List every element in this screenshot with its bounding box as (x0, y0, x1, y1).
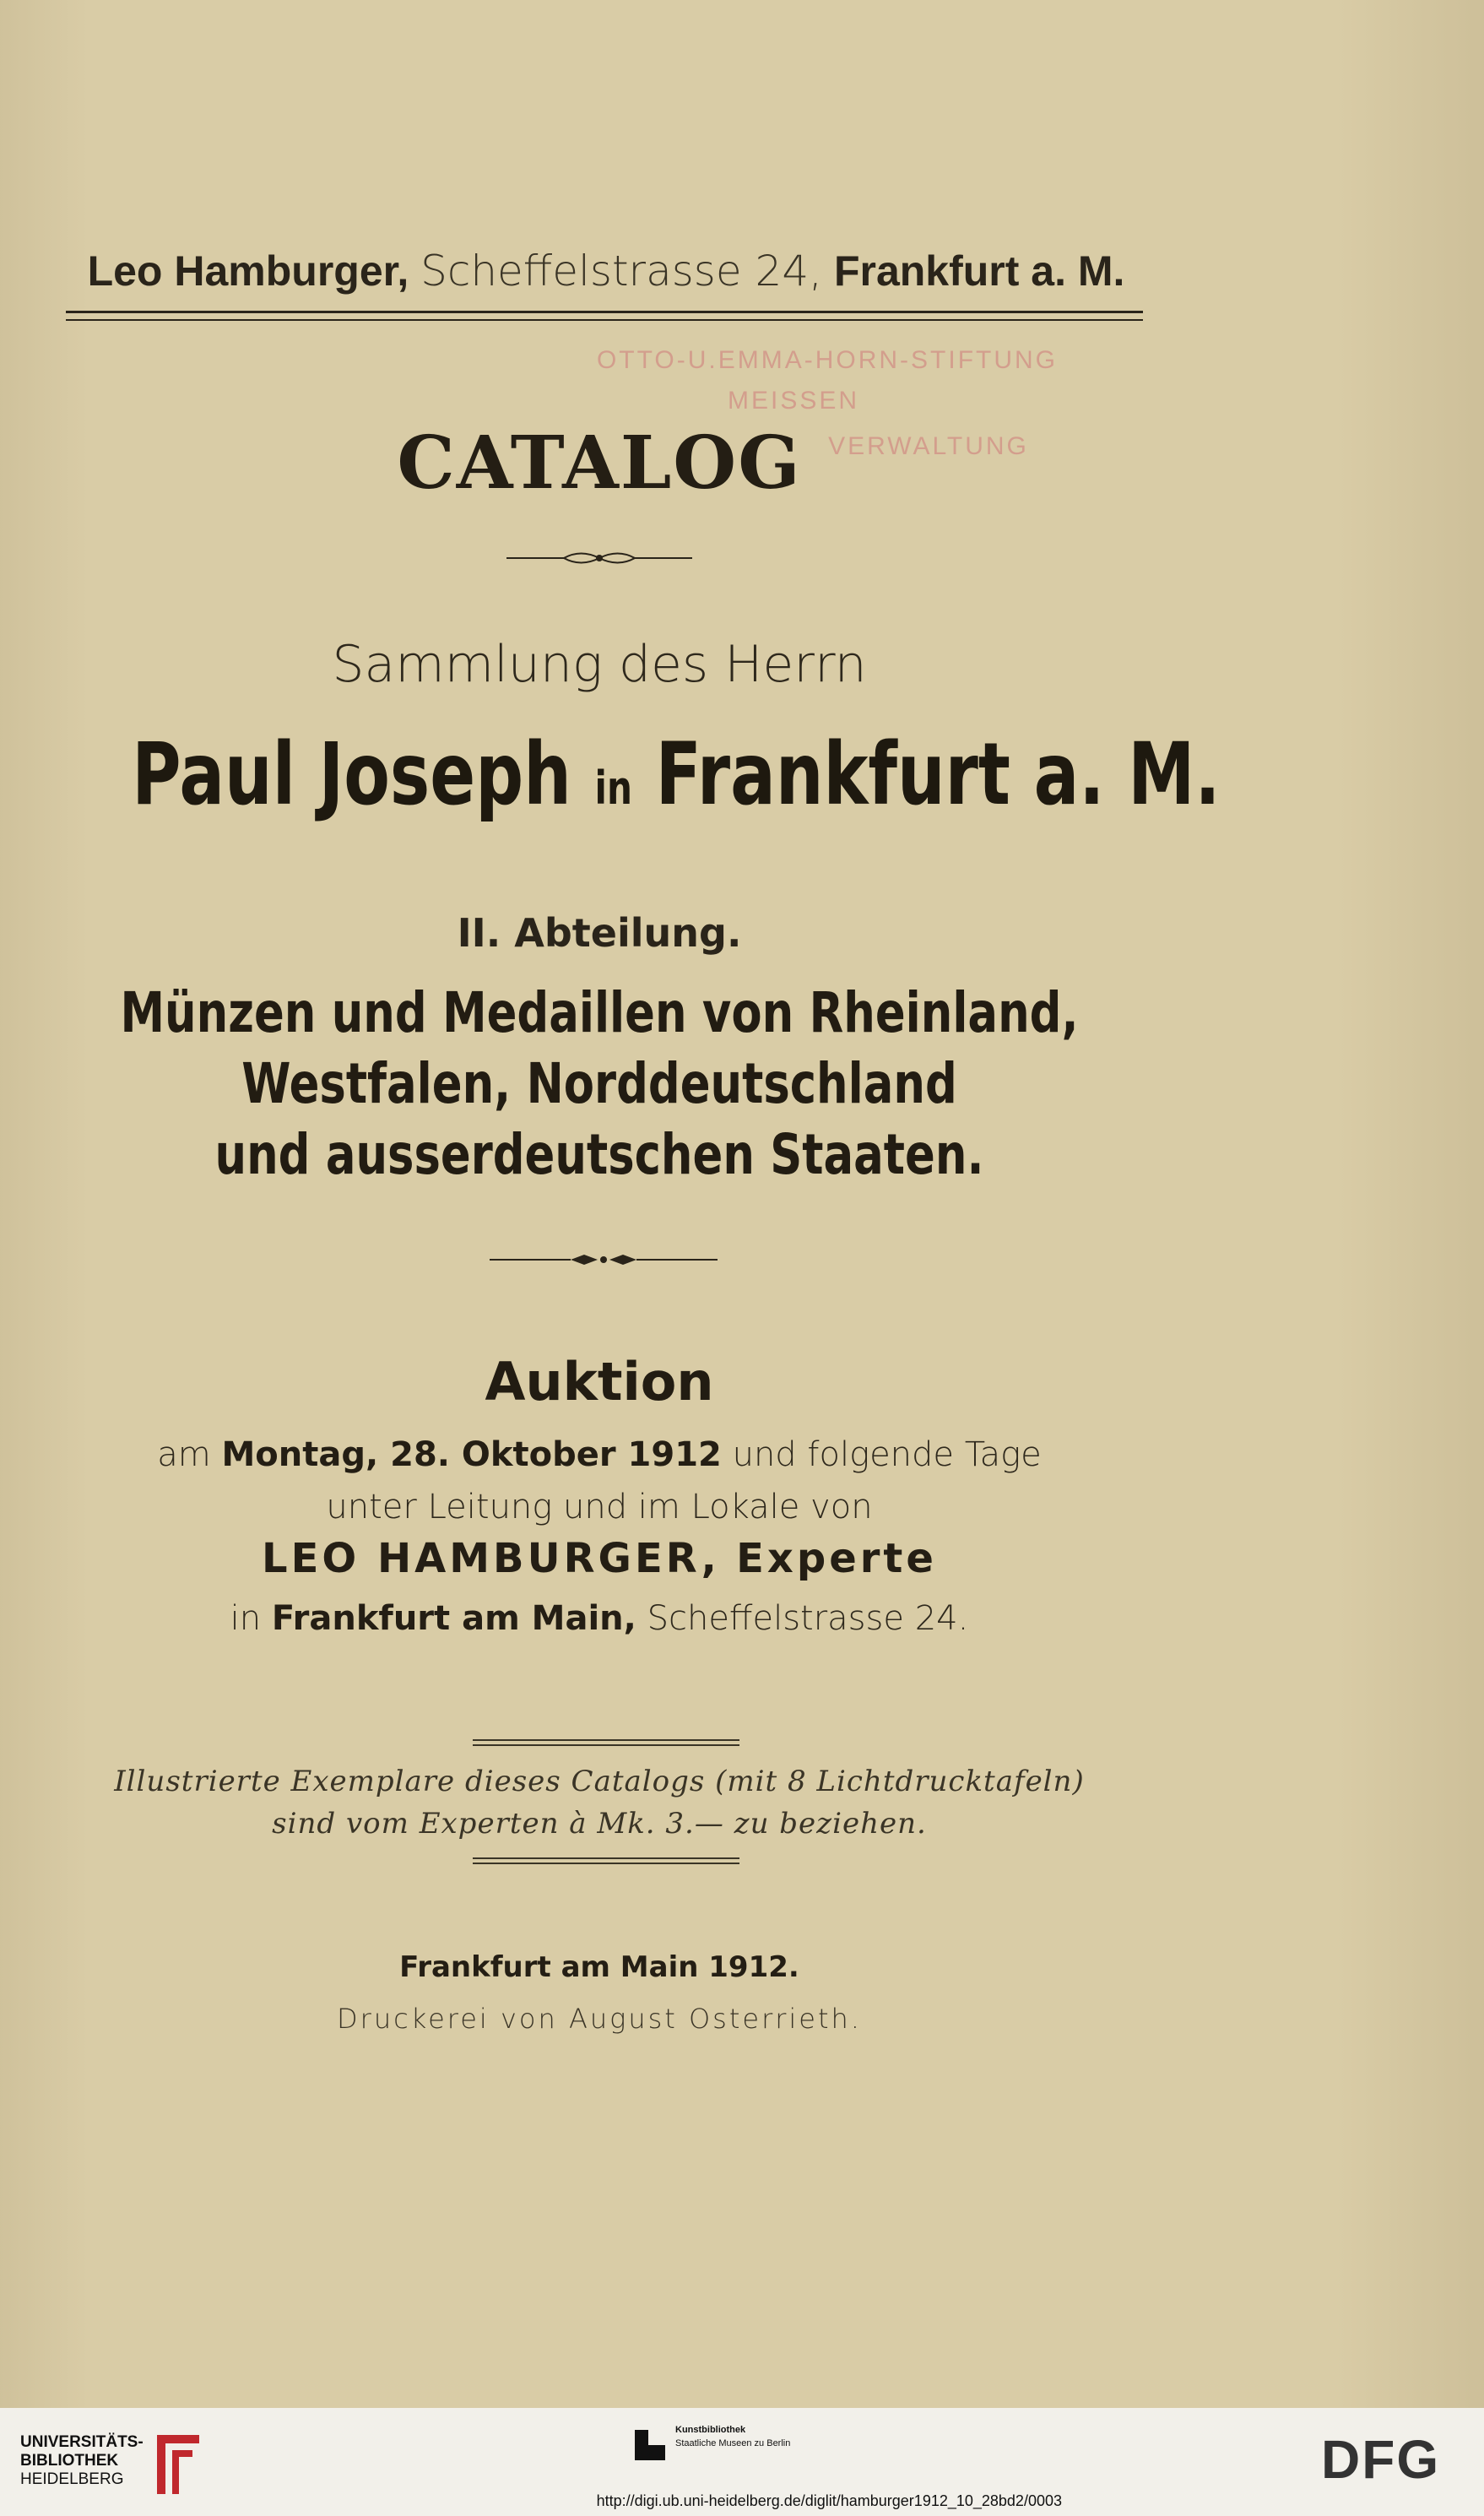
expert-name: LEO HAMBURGER, (262, 1535, 720, 1582)
permalink-url[interactable]: http://digi.ub.uni-heidelberg.de/diglit/hamburger1912_10_28bd2/0003 (596, 2492, 1062, 2509)
subject-line-1: Münzen und Medaillen von Rheinland, (120, 980, 1079, 1045)
ub-line-3: HEIDELBERG (20, 2470, 124, 2488)
note-rule-top-1 (473, 1739, 739, 1741)
masthead-name: Leo Hamburger, (87, 247, 409, 295)
note-rule-top-2 (473, 1744, 739, 1746)
expert-title: Experte (736, 1535, 937, 1582)
subject-block (120, 978, 1079, 1190)
section-label: II. Abteilung. (457, 910, 742, 956)
masthead-rule-thick (66, 311, 1143, 313)
masthead-street: Scheffelstrasse 24, (420, 247, 823, 296)
auction-expert (0, 1535, 1199, 1582)
ornament-divider (506, 545, 692, 571)
masthead-city: Frankfurt a. M. (833, 247, 1125, 295)
ub-line-2: BIBLIOTHEK (20, 2452, 119, 2470)
imprint-printer: Druckerei von August Osterrieth. (337, 2003, 862, 2035)
ub-line-1: UNIVERSITÄTS- (20, 2433, 144, 2451)
stamp-line-3: VERWALTUNG (828, 432, 1029, 460)
stamp-line-1: OTTO-U.EMMA-HORN-STIFTUNG (596, 346, 1059, 374)
stamp-line-2: MEISSEN (727, 387, 860, 415)
auction-location-line (0, 1599, 1199, 1638)
auction-date: Montag, 28. Oktober 1912 (221, 1435, 722, 1474)
note-rule-bottom-2 (473, 1863, 739, 1864)
auction-in: in (230, 1599, 262, 1638)
kb-line-2: Staatliche Museen zu Berlin (675, 2438, 791, 2448)
ornament-divider-2 (490, 1250, 718, 1270)
note-line-2: sind vom Experten à Mk. 3.— zu beziehen. (272, 1807, 927, 1841)
dfg-logo: DFG (1321, 2429, 1441, 2490)
masthead-rule-thin (66, 319, 1143, 321)
auction-heading: Auktion (485, 1351, 714, 1413)
collector-in: in (594, 762, 632, 815)
catalog-title: CATALOG (397, 420, 802, 506)
note-rule-bottom-1 (473, 1857, 739, 1859)
collection-intro: Sammlung des Herrn (332, 635, 867, 694)
kunstbibliothek-label (675, 2423, 790, 2450)
note-line-1: Illustrierte Exemplare dieses Catalogs (mit 8 Lichtdrucktafeln) (114, 1765, 1085, 1798)
auction-date-line (0, 1435, 1199, 1474)
kunstbibliothek-logo-icon (633, 2428, 667, 2462)
collector-place: Frankfurt a. M. (655, 724, 1221, 825)
imprint-place-year: Frankfurt am Main 1912. (399, 1950, 799, 1984)
subject-line-2: Westfalen, Norddeutschland (241, 1051, 957, 1116)
subject-line-3: und ausserdeutschen Staaten. (214, 1122, 984, 1187)
auction-place: Frankfurt am Main, (271, 1599, 636, 1638)
collector-name (132, 724, 1221, 825)
auction-am: am (157, 1435, 211, 1474)
ub-emblem-icon (149, 2427, 208, 2502)
auction-days: und folgende Tage (732, 1435, 1042, 1474)
footer-bar (0, 2408, 1484, 2516)
auction-street: Scheffelstrasse 24. (647, 1599, 969, 1638)
collector-name-text: Paul Joseph (132, 724, 571, 825)
ub-heidelberg-logo (20, 2433, 144, 2489)
kb-line-1: Kunstbibliothek (675, 2425, 746, 2435)
auction-leitung: unter Leitung und im Lokale von (326, 1488, 873, 1526)
masthead (66, 247, 1146, 296)
